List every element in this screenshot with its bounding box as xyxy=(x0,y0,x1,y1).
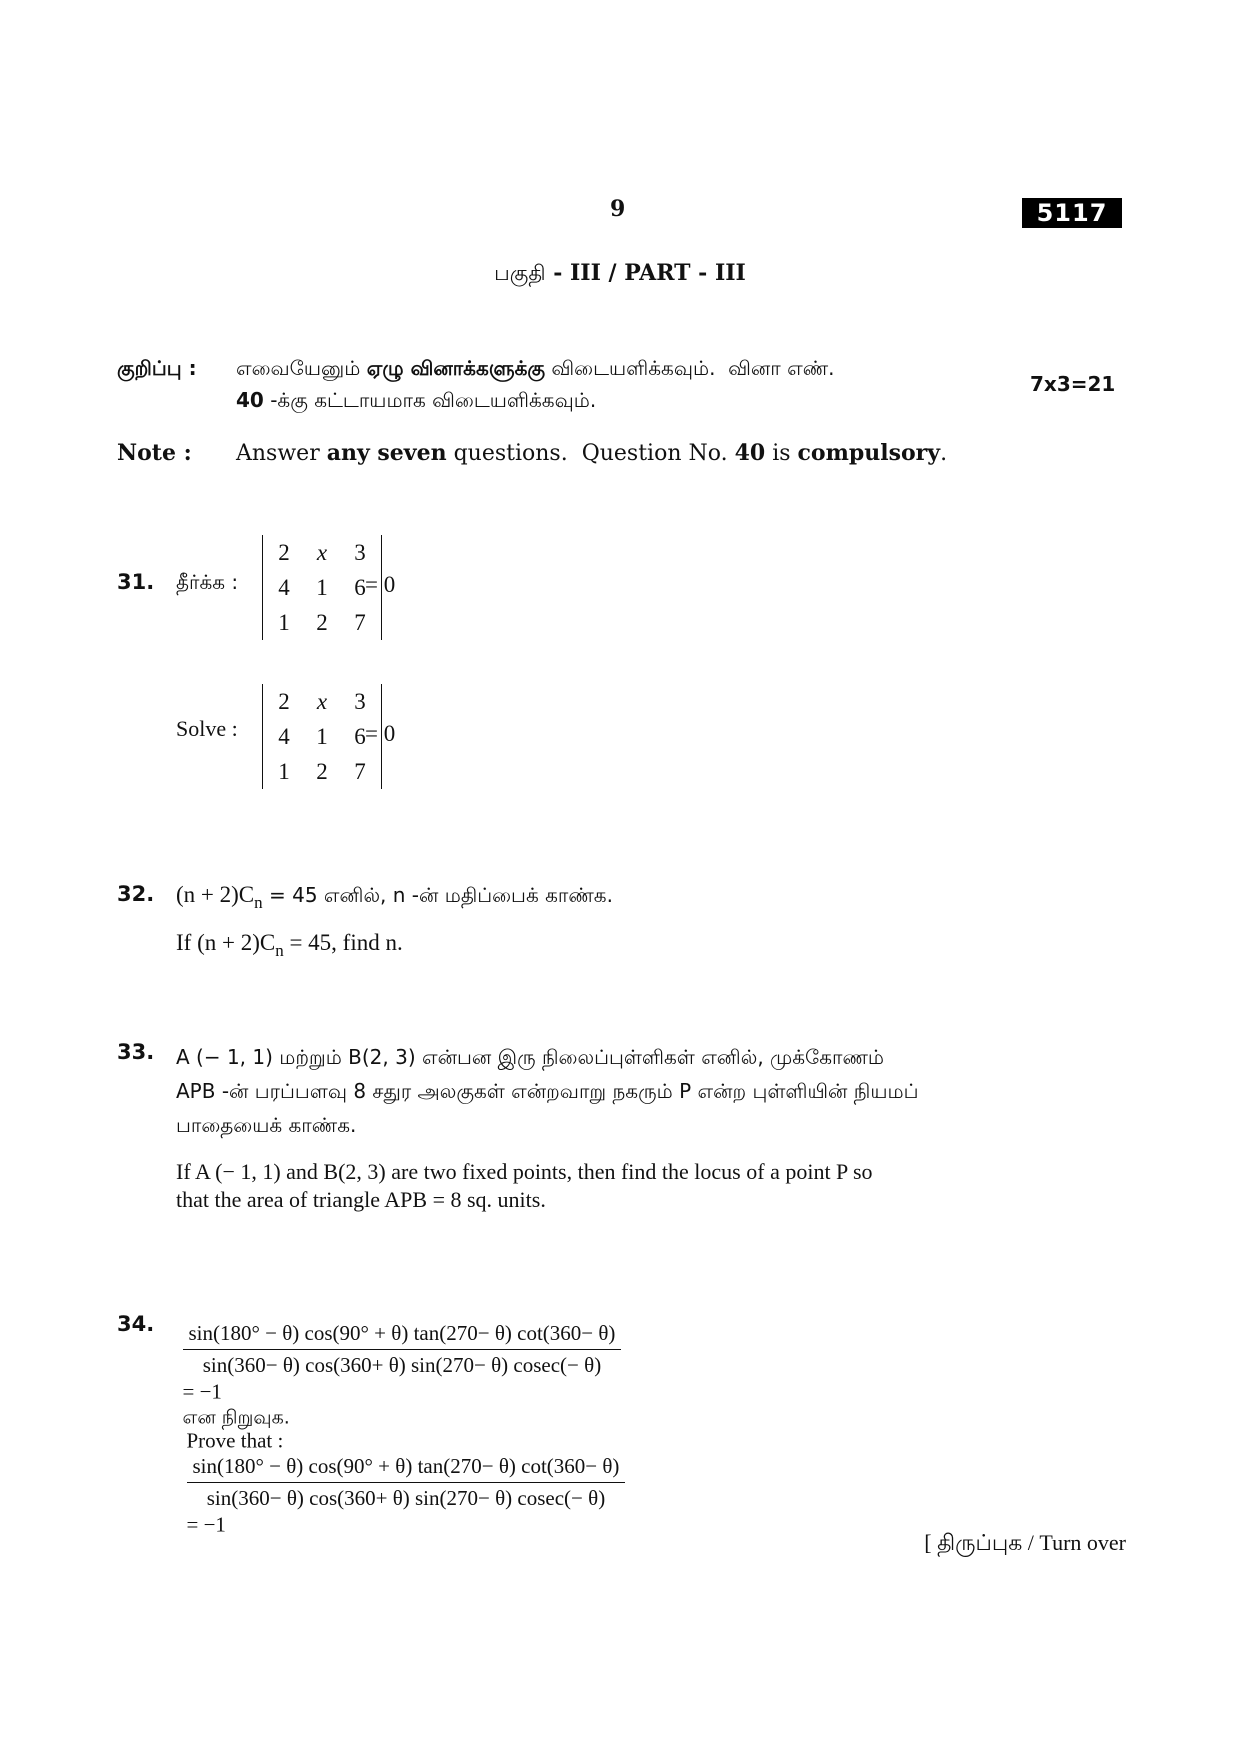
q32-english xyxy=(176,930,403,961)
q34-english-expression xyxy=(176,1402,625,1537)
q33-tamil-line: A (− 1, 1) மற்றும் B(2, 3) என்பன இரு நிலைப்புள்ளிகள் எனில், முக்கோணம் xyxy=(176,1045,885,1069)
tamil-note-b: ஏழு வினாக்களுக்கு xyxy=(366,356,546,380)
q32-english-pre: If (n + 2)C xyxy=(176,930,276,955)
q32-number: 32. xyxy=(117,882,155,906)
q33-number: 33. xyxy=(117,1040,155,1064)
cell: 7 xyxy=(354,610,366,635)
turn-over-footer: [ திருப்புக / Turn over xyxy=(924,1530,1126,1555)
note-text-4: . xyxy=(940,441,948,466)
note-text-1: Answer xyxy=(236,441,327,466)
note-text-2: questions. Question No. xyxy=(446,441,735,466)
note-bold-3: compulsory xyxy=(797,440,941,466)
tamil-note-a: எவையேனும் xyxy=(236,356,361,380)
q34-number: 34. xyxy=(117,1312,155,1336)
q32-tamil-pre: (n + 2)C xyxy=(176,882,255,907)
paper-code-badge: 5117 xyxy=(1022,198,1122,228)
cell: 3 xyxy=(354,689,366,714)
cell: 1 xyxy=(278,759,290,784)
q34-fraction xyxy=(187,1454,626,1511)
part-heading xyxy=(0,260,1240,288)
q31-tamil-label: தீர்க்க : xyxy=(176,570,239,594)
tamil-note-rest: -க்கு கட்டாயமாக விடையளிக்கவும். xyxy=(263,388,597,412)
cell: 3 xyxy=(354,540,366,565)
part-heading-tamil: பகுதி xyxy=(494,261,546,285)
note-bold-1: any seven xyxy=(326,440,447,466)
cell: 6 xyxy=(354,575,366,600)
tamil-note-num: 40 xyxy=(236,388,264,412)
fraction-denominator: sin(360− θ) cos(360+ θ) sin(270− θ) cosec(− θ) xyxy=(202,1353,602,1377)
cell-variable: x xyxy=(316,689,328,714)
cell: 2 xyxy=(316,610,328,635)
fraction-numerator: sin(180° − θ) cos(90° + θ) tan(270− θ) cot(360− θ) xyxy=(187,1454,626,1483)
determinant-grid xyxy=(262,535,382,640)
cell: 1 xyxy=(278,610,290,635)
cell: 2 xyxy=(278,689,290,714)
q31-rhs-english: = 0 xyxy=(365,721,396,746)
tamil-note-line1 xyxy=(236,356,835,383)
cell: 1 xyxy=(316,724,328,749)
q32-english-post: = 45, find n. xyxy=(283,930,403,955)
q34-fraction xyxy=(183,1321,622,1378)
q33-english-line: If A (− 1, 1) and B(2, 3) are two fixed points, then find the locus of a point P so xyxy=(176,1159,873,1184)
note-bold-2: 40 xyxy=(734,440,766,466)
q34-rhs: = −1 xyxy=(186,1512,226,1537)
q33-tamil xyxy=(176,1040,918,1142)
q33-english xyxy=(176,1158,873,1214)
q34-rhs: = −1 xyxy=(182,1379,222,1404)
cell: 2 xyxy=(316,759,328,784)
cell: 4 xyxy=(278,724,290,749)
cell-variable: x xyxy=(316,540,328,565)
english-note xyxy=(236,440,947,466)
q31-rhs-tamil: = 0 xyxy=(365,572,396,597)
q33-english-line: that the area of triangle APB = 8 sq. units. xyxy=(176,1187,546,1212)
tamil-note-line2 xyxy=(236,388,596,415)
page-number: 9 xyxy=(610,196,626,222)
cell: 2 xyxy=(278,540,290,565)
q31-determinant-tamil xyxy=(262,535,382,640)
q32-tamil xyxy=(176,882,613,913)
q31-number: 31. xyxy=(117,570,155,594)
tamil-note-label: குறிப்பு : xyxy=(117,356,197,380)
cell: 7 xyxy=(354,759,366,784)
q31-determinant-english xyxy=(262,684,382,789)
q32-tamil-post: = 45 எனில், n -ன் மதிப்பைக் காண்க. xyxy=(262,883,613,907)
q33-tamil-line: பாதையைக் காண்க. xyxy=(176,1113,357,1137)
cell: 6 xyxy=(354,724,366,749)
part-heading-sep: - xyxy=(545,260,570,286)
q31-english-label: Solve : xyxy=(176,716,238,741)
q33-tamil-line: APB -ன் பரப்பளவு 8 சதுர அலகுகள் என்றவாறு நகரும் P என்ற புள்ளியின் நியமப் xyxy=(176,1079,919,1103)
q34-english-prefix: Prove that : xyxy=(186,1428,284,1453)
cell: 1 xyxy=(316,575,328,600)
tamil-note-c: விடையளிக்கவும். வினா எண். xyxy=(551,356,835,380)
determinant-grid xyxy=(262,684,382,789)
q32-tamil-sub: n xyxy=(254,893,263,912)
fraction-numerator: sin(180° − θ) cos(90° + θ) tan(270− θ) cot(360− θ) xyxy=(183,1321,622,1350)
q32-english-sub: n xyxy=(275,941,284,960)
note-label: Note : xyxy=(117,440,192,466)
note-text-3: is xyxy=(765,441,798,466)
cell: 4 xyxy=(278,575,290,600)
marks-label: 7x3=21 xyxy=(1030,372,1116,396)
fraction-denominator: sin(360− θ) cos(360+ θ) sin(270− θ) cosec(− θ) xyxy=(206,1485,606,1510)
q34-tamil-suffix: என நிறுவுக. xyxy=(182,1406,290,1429)
part-heading-english: III / PART - III xyxy=(570,260,746,286)
